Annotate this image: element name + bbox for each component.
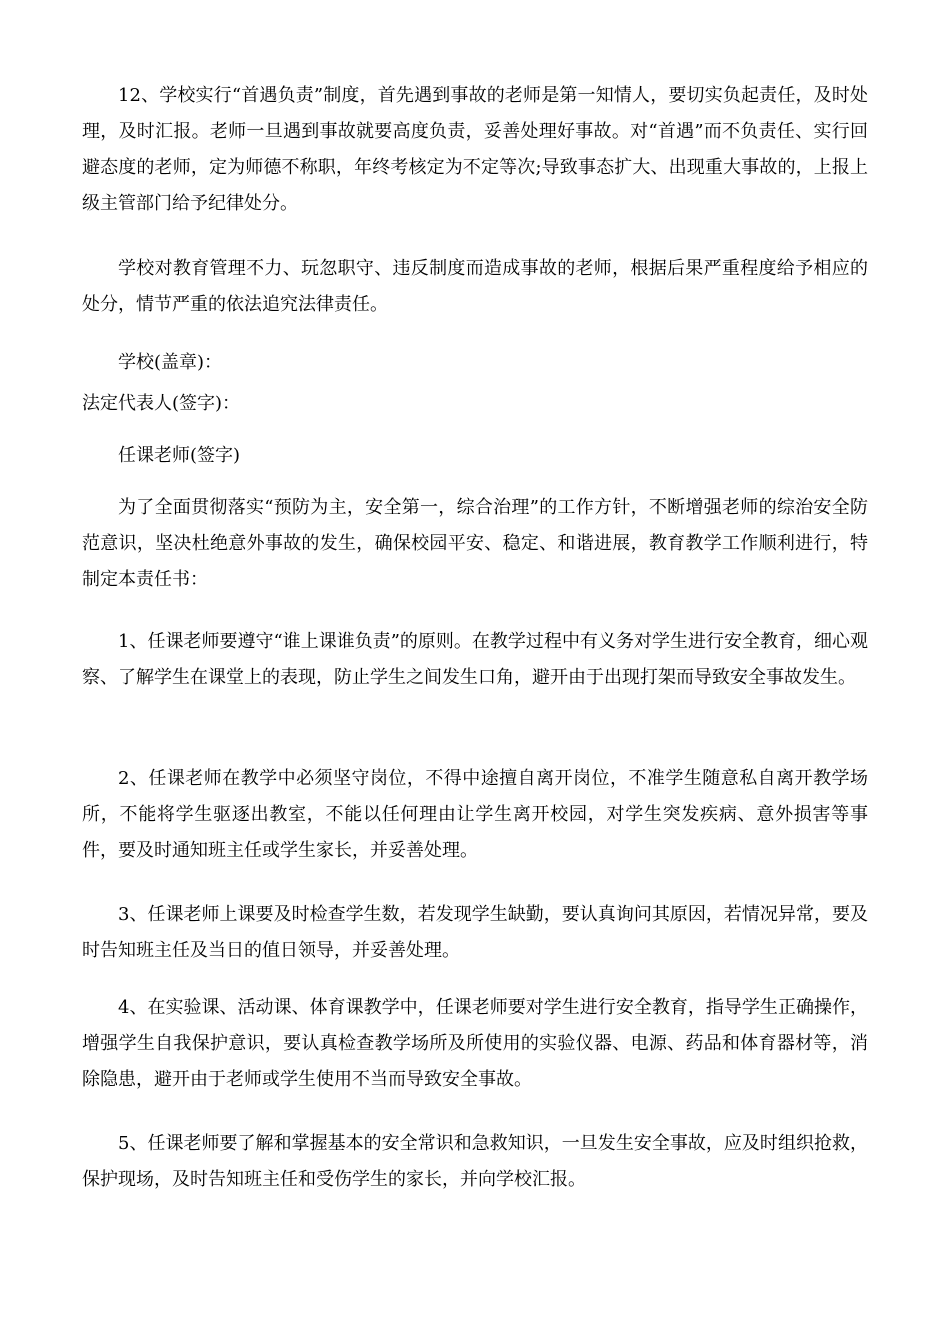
clause-5: 5、任课老师要了解和掌握基本的安全常识和急救知识，一旦发生安全事故，应及时组织抢救，保护现场，及时告知班主任和受伤学生的家长，并向学校汇报。 [82, 1133, 868, 1190]
clause-1: 1、任课老师要遵守“谁上课谁负责”的原则。在教学过程中有义务对学生进行安全教育，细心观察、了解学生在课堂上的表现，防止学生之间发生口角，避开由于出现打架而导致安全事故发生。 [82, 631, 868, 688]
paragraph-first-encounter-responsibility: 12、学校实行“首遇负责”制度，首先遇到事故的老师是第一知情人，要切实负起责任，及时处理，及时汇报。老师一旦遇到事故就要高度负责，妥善处理好事故。对“首遇”而不负责任、实行回避态度的老师，定为师德不称职，年终考核定为不定等次;导致事态扩大、出现重大事故的，上报上级主管部门给予纪律处分。 [82, 85, 868, 214]
legal-representative-signature-line: 法定代表人(签字)： [82, 393, 241, 414]
clause-2: 2、任课老师在教学中必须坚守岗位，不得中途擅自离开岗位，不准学生随意私自离开教学场所，不能将学生驱逐出教室，不能以任何理由让学生离开校园，对学生突发疾病、意外损害等事件，要及时通知班主任或学生家长，并妥善处理。 [82, 768, 868, 861]
clause-4: 4、在实验课、活动课、体育课教学中，任课老师要对学生进行安全教育，指导学生正确操作，增强学生自我保护意识，要认真检查教学场所及所使用的实验仪器、电源、药品和体育器材等，消除隐患，避开由于老师或学生使用不当而导致安全事故。 [82, 997, 868, 1090]
teacher-signature-line: 任课老师(签字) [118, 445, 241, 466]
paragraph-preamble: 为了全面贯彻落实“预防为主，安全第一，综合治理”的工作方针，不断增强老师的综治安全防范意识，坚决杜绝意外事故的发生，确保校园平安、稳定、和谐进展，教育教学工作顺利进行，特制定本责任书： [82, 497, 868, 590]
school-seal-line: 学校(盖章)： [118, 352, 223, 373]
clause-3: 3、任课老师上课要及时检查学生数，若发现学生缺勤，要认真询问其原因，若情况异常，要及时告知班主任及当日的值日领导，并妥善处理。 [82, 904, 868, 961]
paragraph-accountability: 学校对教育管理不力、玩忽职守、违反制度而造成事故的老师，根据后果严重程度给予相应的处分，情节严重的依法追究法律责任。 [82, 258, 868, 315]
